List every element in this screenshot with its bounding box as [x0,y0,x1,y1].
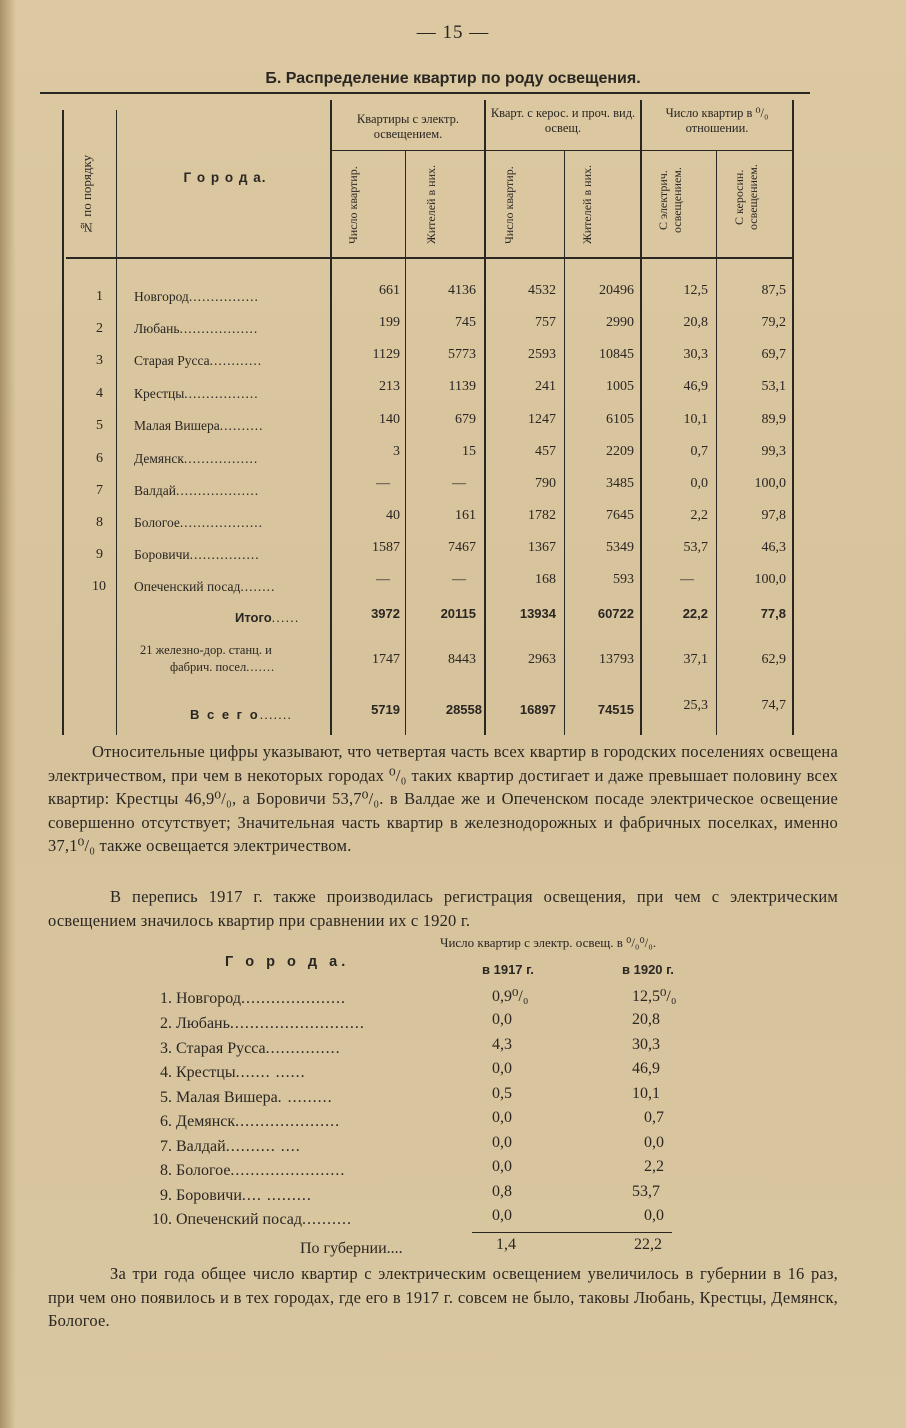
pct-electric: — [680,572,694,587]
electric-flats: — [376,476,390,491]
city-name: Малая Вишера.......... [134,418,264,433]
t2-total-rule [472,1232,672,1233]
t2-row-label: 10. Опеченский посад.......... [152,1211,353,1228]
t2-row-label: 2. Любань........................... [160,1015,365,1032]
total-electric-flats: 3972 [371,606,400,621]
t2-value-1920: 10,1 [632,1085,660,1102]
header-percent-group: Число квартир в ⁰/₀ отношении. [665,106,769,135]
header-kerosene-group: Кварт. с керос. и проч. вид. освещ. [490,106,636,135]
city-name: Новгород................ [134,289,259,304]
kerosene-flats: 1782 [528,508,556,523]
rail-label-line2: фабрич. посел....... [170,660,276,674]
grand-pct-electric: 25,3 [683,698,708,713]
header-cities: Г о р о д а. [183,170,267,185]
kerosene-flats: 1247 [528,412,556,427]
pct-kerosene: 46,3 [761,540,786,555]
row-number: 7 [96,483,103,498]
t2-value-1917: 0,0 [492,1134,512,1151]
pct-kerosene: 100,0 [754,476,786,491]
page-number: — 15 — [416,22,490,43]
row-number: 9 [96,547,103,562]
pct-kerosene: 79,2 [761,315,786,330]
t2-value-1920: 53,7 [632,1183,660,1200]
row-number: 8 [96,515,103,530]
city-name: Валдай................... [134,483,260,498]
header-kerosene-residents: Жителей в них. [580,165,594,245]
total-kerosene-flats: 13934 [519,606,556,621]
row-number: 5 [96,418,103,433]
kerosene-residents: 3485 [606,476,634,491]
electric-flats: 40 [386,508,400,523]
t2-row-label: 6. Демянск..................... [160,1113,341,1130]
pct-kerosene: 97,8 [761,508,786,523]
paragraph-three-years: За три года общее число квартир с электрическим освещением увеличилось в губернии в 16 раз, при чем оно появилось и в тех городах, где его в 1917 г. совсем не было, таковы Любань, Крестцы, Демянск, Бологое. [48,1264,838,1330]
grand-electric-residents: 28558 [445,702,482,717]
t2-row-label: 9. Боровичи.... ......... [160,1187,312,1204]
t2-value-1920: 12,5⁰/₀ [632,988,677,1005]
kerosene-flats: 757 [535,315,556,330]
header-electric-residents: Жителей в них. [424,165,438,245]
t2-value-1920: 20,8 [632,1011,660,1028]
electric-flats: 1129 [372,347,400,362]
city-name: Старая Русса............ [134,353,263,368]
t2-row-label: 3. Старая Русса............... [160,1040,341,1057]
rail-pct-kerosene: 62,9 [761,652,786,667]
kerosene-flats: 2593 [528,347,556,362]
pct-electric: 30,3 [683,347,708,362]
kerosene-flats: 168 [535,572,556,587]
city-name: Опеченский посад........ [134,579,276,594]
t2-value-1920: 30,3 [632,1036,660,1053]
rail-kerosene-residents: 13793 [599,652,634,667]
pct-kerosene: 69,7 [761,347,786,362]
total-kerosene-residents: 60722 [597,606,634,621]
grand-kerosene-residents: 74515 [597,702,634,717]
electric-flats: 199 [379,315,400,330]
rail-pct-electric: 37,1 [683,652,708,667]
kerosene-residents: 2990 [606,315,634,330]
t2-value-1920: 0,7 [644,1109,664,1126]
t2-value-1917: 0,8 [492,1183,512,1200]
city-name: Бологое................... [134,515,264,530]
t2-header-group: Число квартир с электр. освещ. в ⁰/₀⁰/₀. [440,935,657,950]
electric-residents: — [452,572,466,587]
row-number: 1 [96,289,103,304]
header-electric-group: Квартиры с электр. освещением. [356,112,460,141]
electric-residents: 5773 [448,347,476,362]
pct-electric: 2,2 [690,508,708,523]
t2-value-1917: 0,0 [492,1011,512,1028]
kerosene-residents: 2209 [606,444,634,459]
kerosene-residents: 7645 [606,508,634,523]
electric-flats: 1587 [372,540,400,555]
t2-total-1920: 22,2 [634,1236,662,1253]
electric-flats: 140 [379,412,400,427]
pct-kerosene: 99,3 [761,444,786,459]
total-pct-kerosene: 77,8 [760,606,786,621]
city-name: Любань.................. [134,321,259,336]
t2-value-1920: 46,9 [632,1060,660,1077]
t2-header-1917: в 1917 г. [482,962,534,977]
kerosene-residents: 20496 [599,283,634,298]
t2-value-1917: 0,5 [492,1085,512,1102]
kerosene-residents: 6105 [606,412,634,427]
t2-header-cities: Г о р о д а. [225,954,350,970]
section-title: Б. Распределение квартир по роду освещения. [265,70,641,87]
table-vline [792,100,794,735]
electric-residents: 161 [455,508,476,523]
city-name: Крестцы................. [134,386,259,401]
rail-kerosene-flats: 2963 [528,652,556,667]
electric-flats: 213 [379,379,400,394]
grand-pct-kerosene: 74,7 [761,698,786,713]
paragraph-relative-figures: Относительные цифры указывают, что четвертая часть всех квартир в городских поселениях освещена электричеством, при чем в некоторых городах ⁰/₀ таких квартир достигает и даже превышает половину всех квартир: Крестцы 46,9⁰/₀, а Боровичи 53,7⁰/₀. в Валдае же и Опеченском посаде электрическое освещение совершенно отсутствует; Значительная часть квартир в железнодорожных и фабричных поселках, именно 37,1⁰/₀ также освещается электричеством. [48,742,838,855]
header-pct-kerosene: С керосин. освещением. [732,164,760,231]
t2-value-1917: 0,9⁰/₀ [492,988,529,1005]
grand-electric-flats: 5719 [371,702,400,717]
header-kerosene-flats: Число квартир. [502,166,516,244]
kerosene-residents: 5349 [606,540,634,555]
pct-kerosene: 100,0 [754,572,786,587]
t2-value-1920: 0,0 [644,1207,664,1224]
t2-value-1920: 2,2 [644,1158,664,1175]
table-vline [405,150,406,735]
t2-value-1917: 0,0 [492,1158,512,1175]
t2-value-1917: 0,0 [492,1109,512,1126]
electric-residents: — [452,476,466,491]
row-number: 2 [96,321,103,336]
electric-residents: 7467 [448,540,476,555]
pct-kerosene: 87,5 [761,283,786,298]
book-spine-shadow [0,0,16,1428]
total-pct-electric: 22,2 [682,606,708,621]
electric-flats: 3 [393,444,400,459]
t2-value-1917: 0,0 [492,1060,512,1077]
pct-electric: 0,0 [690,476,708,491]
electric-residents: 4136 [448,283,476,298]
group-subheader-rule [332,150,792,151]
header-electric-flats: Число квартир. [346,166,360,244]
grand-kerosene-flats: 16897 [519,702,556,717]
t2-row-label: 4. Крестцы....... ...... [160,1064,306,1081]
table-vline [564,150,565,735]
pct-electric: 53,7 [683,540,708,555]
rail-label: 21 железно-дор. станц. и [140,643,272,657]
electric-flats: 661 [379,283,400,298]
kerosene-residents: 1005 [606,379,634,394]
grand-total-label: В с е г о....... [190,707,292,722]
row-number: 3 [96,353,103,368]
pct-electric: 10,1 [683,412,708,427]
pct-electric: 12,5 [683,283,708,298]
table-vline [330,100,332,735]
kerosene-flats: 241 [535,379,556,394]
total-label: Итого...... [235,610,300,625]
kerosene-flats: 1367 [528,540,556,555]
table-header-rule [66,257,792,259]
electric-residents: 679 [455,412,476,427]
kerosene-flats: 457 [535,444,556,459]
t2-total-label: По губернии.... [300,1240,403,1257]
electric-flats: — [376,572,390,587]
t2-row-label: 5. Малая Вишера. ......... [160,1089,333,1106]
electric-residents: 15 [462,444,476,459]
row-number: 6 [96,451,103,466]
table-vline [62,110,64,735]
pct-kerosene: 89,9 [761,412,786,427]
paragraph-census-1917: В перепись 1917 г. также производилась регистрация освещения, при чем с электрическим освещением значилось квартир при сравнении их с 1920 г. [48,887,838,930]
rail-electric-residents: 8443 [448,652,476,667]
t2-value-1920: 0,0 [644,1134,664,1151]
pct-electric: 0,7 [690,444,708,459]
total-electric-residents: 20115 [440,606,476,621]
row-number: 10 [92,579,106,594]
city-name: Демянск................. [134,451,259,466]
row-number: 4 [96,386,103,401]
table-vline [716,150,717,735]
table-vline [640,100,642,735]
kerosene-flats: 790 [535,476,556,491]
t2-row-label: 1. Новгород..................... [160,990,346,1007]
rail-electric-flats: 1747 [372,652,400,667]
pct-electric: 46,9 [683,379,708,394]
electric-residents: 1139 [448,379,476,394]
table-vline [484,100,486,735]
pct-electric: 20,8 [683,315,708,330]
t2-value-1917: 4,3 [492,1036,512,1053]
pct-kerosene: 53,1 [761,379,786,394]
kerosene-residents: 10845 [599,347,634,362]
t2-header-1920: в 1920 г. [622,962,674,977]
t2-value-1917: 0,0 [492,1207,512,1224]
t2-row-label: 7. Валдай.......... .... [160,1138,301,1155]
kerosene-residents: 593 [613,572,634,587]
electric-residents: 745 [455,315,476,330]
t2-row-label: 8. Бологое....................... [160,1162,346,1179]
t2-total-1917: 1,4 [496,1236,516,1253]
header-pct-electric: С электрич. освещением. [656,167,684,233]
kerosene-flats: 4532 [528,283,556,298]
city-name: Боровичи................ [134,547,260,562]
header-row-number: № по порядку [79,154,94,236]
table-vline [116,110,117,735]
table-top-rule [40,92,810,94]
